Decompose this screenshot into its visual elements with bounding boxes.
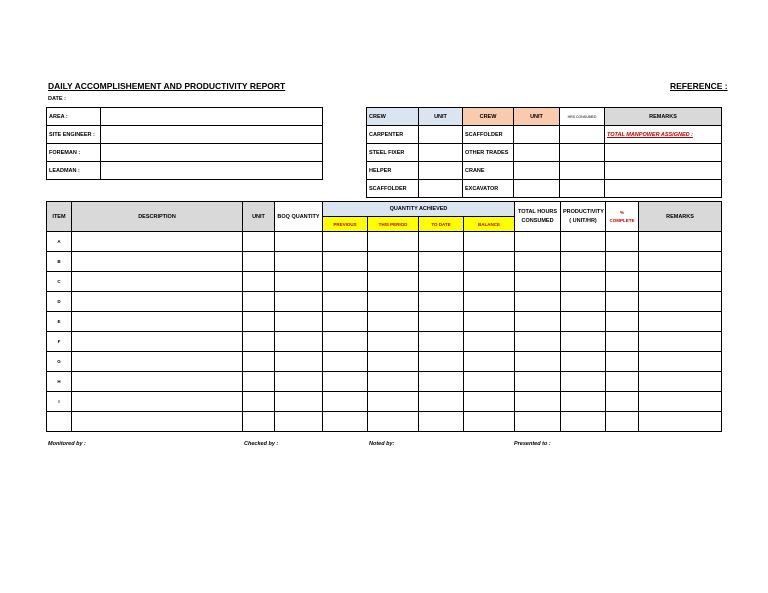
cell[interactable] [243,252,275,272]
cell[interactable] [419,332,464,352]
cell[interactable] [275,412,323,432]
site-engineer-label: SITE ENGINEER : [47,126,101,144]
cell[interactable] [72,332,243,352]
cell[interactable] [515,412,561,432]
item-header: ITEM [47,202,72,232]
crew2-item: OTHER TRADES [463,144,514,162]
crew2-unit-cell[interactable] [514,162,560,180]
item-letter [47,412,72,432]
unit-header: UNIT [419,108,463,126]
crew-remarks-header: REMARKS [605,108,722,126]
cell[interactable] [515,272,561,292]
cell[interactable] [72,232,243,252]
cell[interactable] [368,312,419,332]
hrs-cell[interactable] [560,126,605,144]
cell[interactable] [639,332,722,352]
crew-item: STEEL FIXER [367,144,419,162]
cell[interactable] [639,272,722,292]
cell[interactable] [464,412,515,432]
table-row [47,392,722,412]
cell[interactable] [419,292,464,312]
leadman-field[interactable] [101,162,323,180]
cell[interactable] [419,412,464,432]
cell[interactable] [323,272,368,292]
cell[interactable] [639,292,722,312]
cell[interactable] [72,412,243,432]
table-row [47,372,722,392]
cell[interactable] [639,352,722,372]
crew2-item: CRANE [463,162,514,180]
cell[interactable] [243,232,275,252]
cell[interactable] [323,412,368,432]
cell[interactable] [368,392,419,412]
productivity-header [561,202,606,232]
cell[interactable] [275,232,323,252]
cell[interactable] [243,332,275,352]
cell[interactable] [464,272,515,292]
date-label: DATE : [48,96,66,102]
cell[interactable] [419,312,464,332]
table-row [47,332,722,352]
cell[interactable] [464,372,515,392]
item-letter: G [47,352,72,372]
cell[interactable] [464,312,515,332]
cell[interactable] [368,372,419,392]
foreman-field[interactable] [101,144,323,162]
unit2-header: UNIT [514,108,560,126]
cell[interactable] [275,392,323,412]
cell[interactable] [561,352,606,372]
cell[interactable] [515,352,561,372]
cell[interactable] [515,232,561,252]
cell[interactable] [323,232,368,252]
cell[interactable] [515,372,561,392]
productivity-unit-label: ( UNIT/HR) [569,217,597,224]
cell[interactable] [606,332,639,352]
total-manpower-label: TOTAL MANPOWER ASSIGNED : [605,126,722,144]
cell[interactable] [72,272,243,292]
cell[interactable] [368,252,419,272]
hrs-cell[interactable] [560,180,605,198]
item-letter: I [47,392,72,412]
cell[interactable] [72,392,243,412]
table-row [47,292,722,312]
cell[interactable] [515,392,561,412]
cell[interactable] [419,272,464,292]
cell[interactable] [561,372,606,392]
cell[interactable] [275,272,323,292]
cell[interactable] [243,372,275,392]
cell[interactable] [561,332,606,352]
cell[interactable] [606,312,639,332]
cell[interactable] [639,252,722,272]
crew-remarks-cell[interactable] [605,144,722,162]
table-row [47,232,722,252]
cell[interactable] [243,272,275,292]
cell[interactable] [561,412,606,432]
quantity-achieved-header: QUANTITY ACHIEVED [323,202,515,217]
cell[interactable] [464,332,515,352]
area-label: AREA : [47,108,101,126]
cell[interactable] [243,312,275,332]
cell[interactable] [464,292,515,312]
noted-by-label: Noted by: [369,441,395,447]
reference-label: REFERENCE : [670,81,728,91]
cell[interactable] [368,412,419,432]
cell[interactable] [464,232,515,252]
table-row [47,312,722,332]
crew-unit-cell[interactable] [419,162,463,180]
boq-quantity-header: BOQ QUANTITY [275,202,323,232]
cell[interactable] [515,252,561,272]
item-letter: E [47,312,72,332]
crew2-item: EXCAVATOR [463,180,514,198]
leadman-label: LEADMAN : [47,162,101,180]
cell[interactable] [275,332,323,352]
presented-to-label: Presented to : [514,441,551,447]
cell[interactable] [243,412,275,432]
cell[interactable] [275,292,323,312]
table-row [47,412,722,432]
cell[interactable] [275,252,323,272]
crew-table [366,107,722,198]
cell[interactable] [243,352,275,372]
cell[interactable] [639,392,722,412]
crew-unit-cell[interactable] [419,126,463,144]
cell[interactable] [419,352,464,372]
cell[interactable] [639,312,722,332]
cell[interactable] [243,392,275,412]
item-letter: B [47,252,72,272]
cell[interactable] [323,352,368,372]
monitored-by-label: Monitored by : [48,441,86,447]
percent-sign: % [620,209,625,215]
crew-item: SCAFFOLDER [367,180,419,198]
cell[interactable] [515,332,561,352]
area-field[interactable] [101,108,323,126]
checked-by-label: Checked by : [244,441,279,447]
percent-complete-header [606,202,639,232]
crew2-unit-cell[interactable] [514,180,560,198]
cell[interactable] [606,392,639,412]
crew-remarks-cell[interactable] [605,180,722,198]
accomplishment-table [46,201,722,432]
item-letter: H [47,372,72,392]
cell[interactable] [419,252,464,272]
item-letter: D [47,292,72,312]
cell[interactable] [72,292,243,312]
remarks-header: REMARKS [639,202,722,232]
cell[interactable] [606,372,639,392]
crew-item: CARPENTER [367,126,419,144]
cell[interactable] [368,292,419,312]
info-table [46,107,323,180]
crew2-header: CREW [463,108,514,126]
cell[interactable] [323,372,368,392]
balance-header: BALANCE [464,217,515,232]
cell[interactable] [72,352,243,372]
cell[interactable] [606,272,639,292]
cell[interactable] [639,372,722,392]
cell[interactable] [275,352,323,372]
cell[interactable] [639,232,722,252]
cell[interactable] [561,392,606,412]
item-letter: F [47,332,72,352]
crew-unit-cell[interactable] [419,180,463,198]
cell[interactable] [243,292,275,312]
unit-column-header: UNIT [243,202,275,232]
cell[interactable] [464,252,515,272]
cell[interactable] [606,252,639,272]
crew-item: HELPER [367,162,419,180]
cell[interactable] [368,352,419,372]
cell[interactable] [606,412,639,432]
cell[interactable] [368,272,419,292]
cell[interactable] [419,232,464,252]
cell[interactable] [561,232,606,252]
cell[interactable] [606,352,639,372]
cell[interactable] [323,312,368,332]
to-date-header: TO DATE [419,217,464,232]
cell[interactable] [561,252,606,272]
cell[interactable] [368,332,419,352]
cell[interactable] [72,372,243,392]
cell[interactable] [419,372,464,392]
cell[interactable] [323,252,368,272]
crew-unit-cell[interactable] [419,144,463,162]
cell[interactable] [606,292,639,312]
hrs-consumed-header: HRS CONSUMED [560,108,605,126]
cell[interactable] [639,412,722,432]
cell[interactable] [561,292,606,312]
cell[interactable] [72,312,243,332]
cell[interactable] [561,272,606,292]
hrs-cell[interactable] [560,144,605,162]
total-hours-header: TOTAL HOURS CONSUMED [515,202,561,232]
productivity-label: PRODUCTIVITY [563,208,604,215]
cell[interactable] [72,252,243,272]
report-title: DAILY ACCOMPLISHEMENT AND PRODUCTIVITY REPORT [48,81,286,91]
cell[interactable] [323,292,368,312]
crew2-unit-cell[interactable] [514,126,560,144]
crew-header: CREW [367,108,419,126]
site-engineer-field[interactable] [101,126,323,144]
table-row [47,352,722,372]
previous-header: PREVIOUS [323,217,368,232]
cell[interactable] [515,292,561,312]
crew2-unit-cell[interactable] [514,144,560,162]
description-header: DESCRIPTION [72,202,243,232]
cell[interactable] [515,312,561,332]
cell[interactable] [464,352,515,372]
item-letter: A [47,232,72,252]
foreman-label: FOREMAN : [47,144,101,162]
cell[interactable] [606,232,639,252]
crew-remarks-cell[interactable] [605,162,722,180]
cell[interactable] [275,312,323,332]
cell[interactable] [323,392,368,412]
table-row [47,272,722,292]
this-period-header: THIS PERIOD [368,217,419,232]
cell[interactable] [464,392,515,412]
cell[interactable] [323,332,368,352]
cell[interactable] [368,232,419,252]
cell[interactable] [419,392,464,412]
cell[interactable] [275,372,323,392]
crew2-item: SCAFFOLDER [463,126,514,144]
cell[interactable] [561,312,606,332]
item-letter: C [47,272,72,292]
complete-label: COMPLETE [609,217,635,223]
table-row [47,252,722,272]
hrs-cell[interactable] [560,162,605,180]
